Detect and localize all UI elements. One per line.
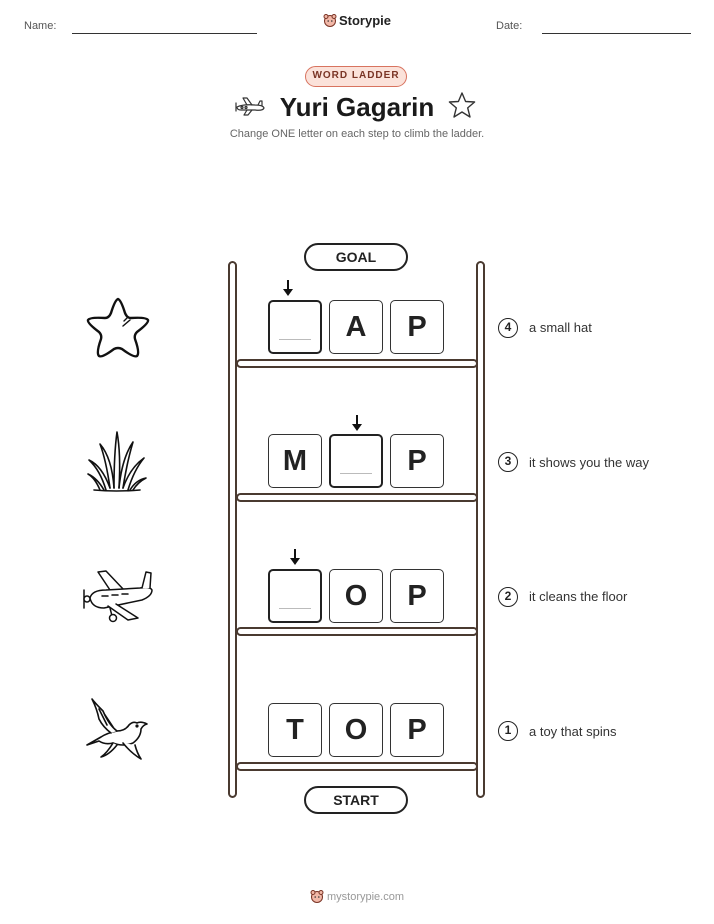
- brand-name: Storypie: [338, 13, 391, 28]
- step-clue: it shows you the way: [529, 455, 649, 470]
- letter-tile: T: [268, 703, 322, 757]
- step-number: 1: [498, 721, 518, 741]
- ladder-rung: [236, 359, 478, 368]
- goal-label: GOAL: [304, 243, 408, 271]
- letter-tile: P: [390, 703, 444, 757]
- arrow-down-icon: [350, 414, 364, 432]
- grass-icon: [86, 430, 148, 494]
- airplane-icon: [80, 568, 156, 624]
- ladder-rail-left: [228, 261, 237, 798]
- footer: [0, 889, 714, 903]
- step-clue: a toy that spins: [529, 724, 617, 739]
- ladder-rung: [236, 762, 478, 771]
- start-label: START: [304, 786, 408, 814]
- letter-tile: P: [390, 569, 444, 623]
- instructions: Change ONE letter on each step to climb the ladder.: [229, 128, 485, 140]
- footer-url[interactable]: mystorypie.com: [326, 891, 405, 903]
- letter-tile: O: [329, 569, 383, 623]
- step-number: 4: [498, 318, 518, 338]
- ladder-rung: [236, 493, 478, 502]
- word-ladder-badge: WORD LADDER: [305, 66, 407, 87]
- step-number: 3: [498, 452, 518, 472]
- ladder-rail-right: [476, 261, 485, 798]
- letter-tile: P: [390, 300, 444, 354]
- name-label: Name:: [24, 20, 57, 32]
- arrow-down-icon: [288, 548, 302, 566]
- storypie-logo-icon: [310, 889, 324, 903]
- step-clue: it cleans the floor: [529, 589, 628, 604]
- date-line[interactable]: [542, 33, 691, 34]
- name-line[interactable]: [72, 33, 257, 34]
- letter-tile: A: [329, 300, 383, 354]
- step-number: 2: [498, 587, 518, 607]
- bird-icon: [83, 697, 153, 763]
- arrow-down-icon: [281, 279, 295, 297]
- letter-tile: M: [268, 434, 322, 488]
- letter-tile: O: [329, 703, 383, 757]
- letter-blank-input[interactable]: [268, 569, 322, 623]
- ladder-rung: [236, 627, 478, 636]
- brand: [0, 13, 714, 28]
- page-title: Yuri Gagarin: [279, 92, 435, 122]
- star-small-icon: [447, 91, 477, 120]
- star-icon: [83, 295, 153, 361]
- letter-blank-input[interactable]: [329, 434, 383, 488]
- step-clue: a small hat: [529, 320, 592, 335]
- storypie-logo-icon: [323, 13, 337, 27]
- date-label: Date:: [496, 20, 523, 32]
- letter-blank-input[interactable]: [268, 300, 322, 354]
- letter-tile: P: [390, 434, 444, 488]
